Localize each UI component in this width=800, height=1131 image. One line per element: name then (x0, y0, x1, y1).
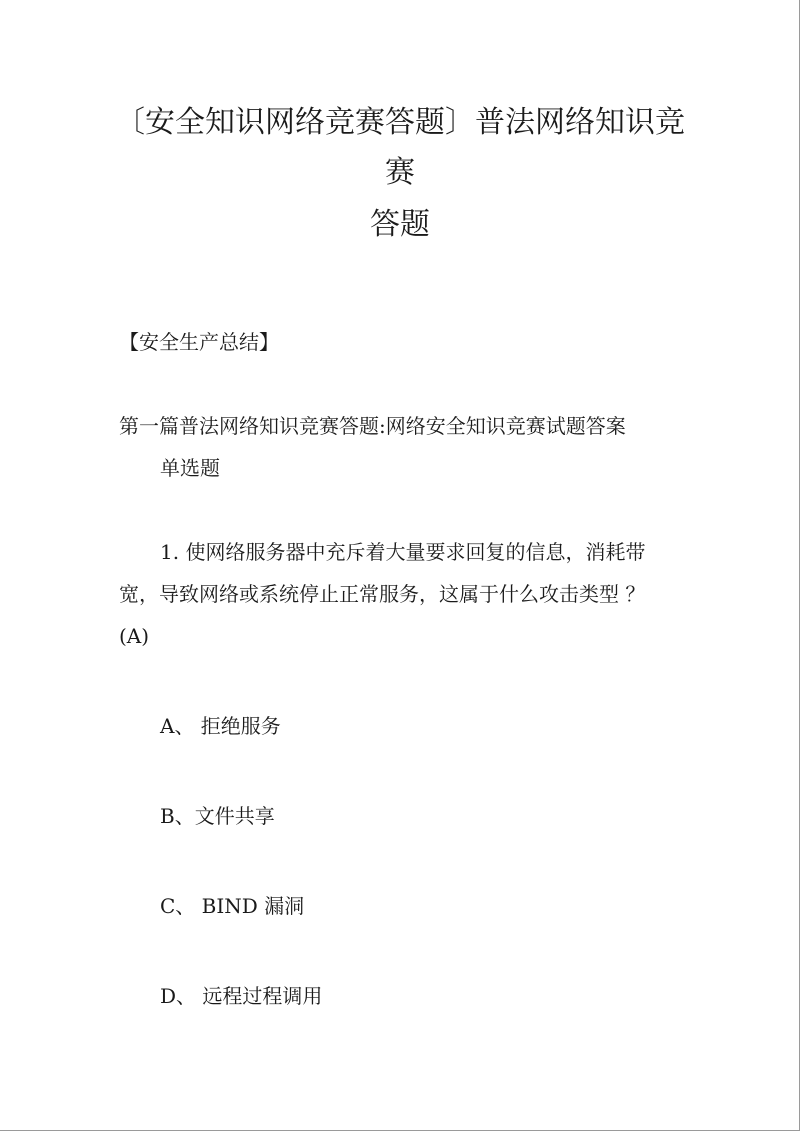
option-b: B、文件共享 (160, 804, 275, 828)
article-heading: 第一篇普法网络知识竞赛答题:网络安全知识竞赛试题答案 (119, 414, 626, 438)
title-line-2: 赛 (385, 155, 415, 190)
question-line-2: 宽，导致网络或系统停止正常服务，这属于什么攻击类型 ？ (119, 582, 646, 606)
option-d: D、 远程过程调用 (160, 984, 323, 1008)
option-a: A、 拒绝服务 (160, 714, 281, 738)
option-c: C、 BIND 漏洞 (160, 894, 305, 918)
question-answer: (A) (119, 624, 150, 648)
title-line-1: 〔安全知识网络竞赛答题〕普法网络知识竞 (115, 105, 685, 140)
question-type-label: 单选题 (160, 456, 220, 480)
section-tag: 【安全生产总结】 (119, 330, 279, 354)
title-line-3: 答题 (370, 207, 430, 242)
question-line-1: 1. 使网络服务器中充斥着大量要求回复的信息，消耗带 (160, 540, 646, 564)
